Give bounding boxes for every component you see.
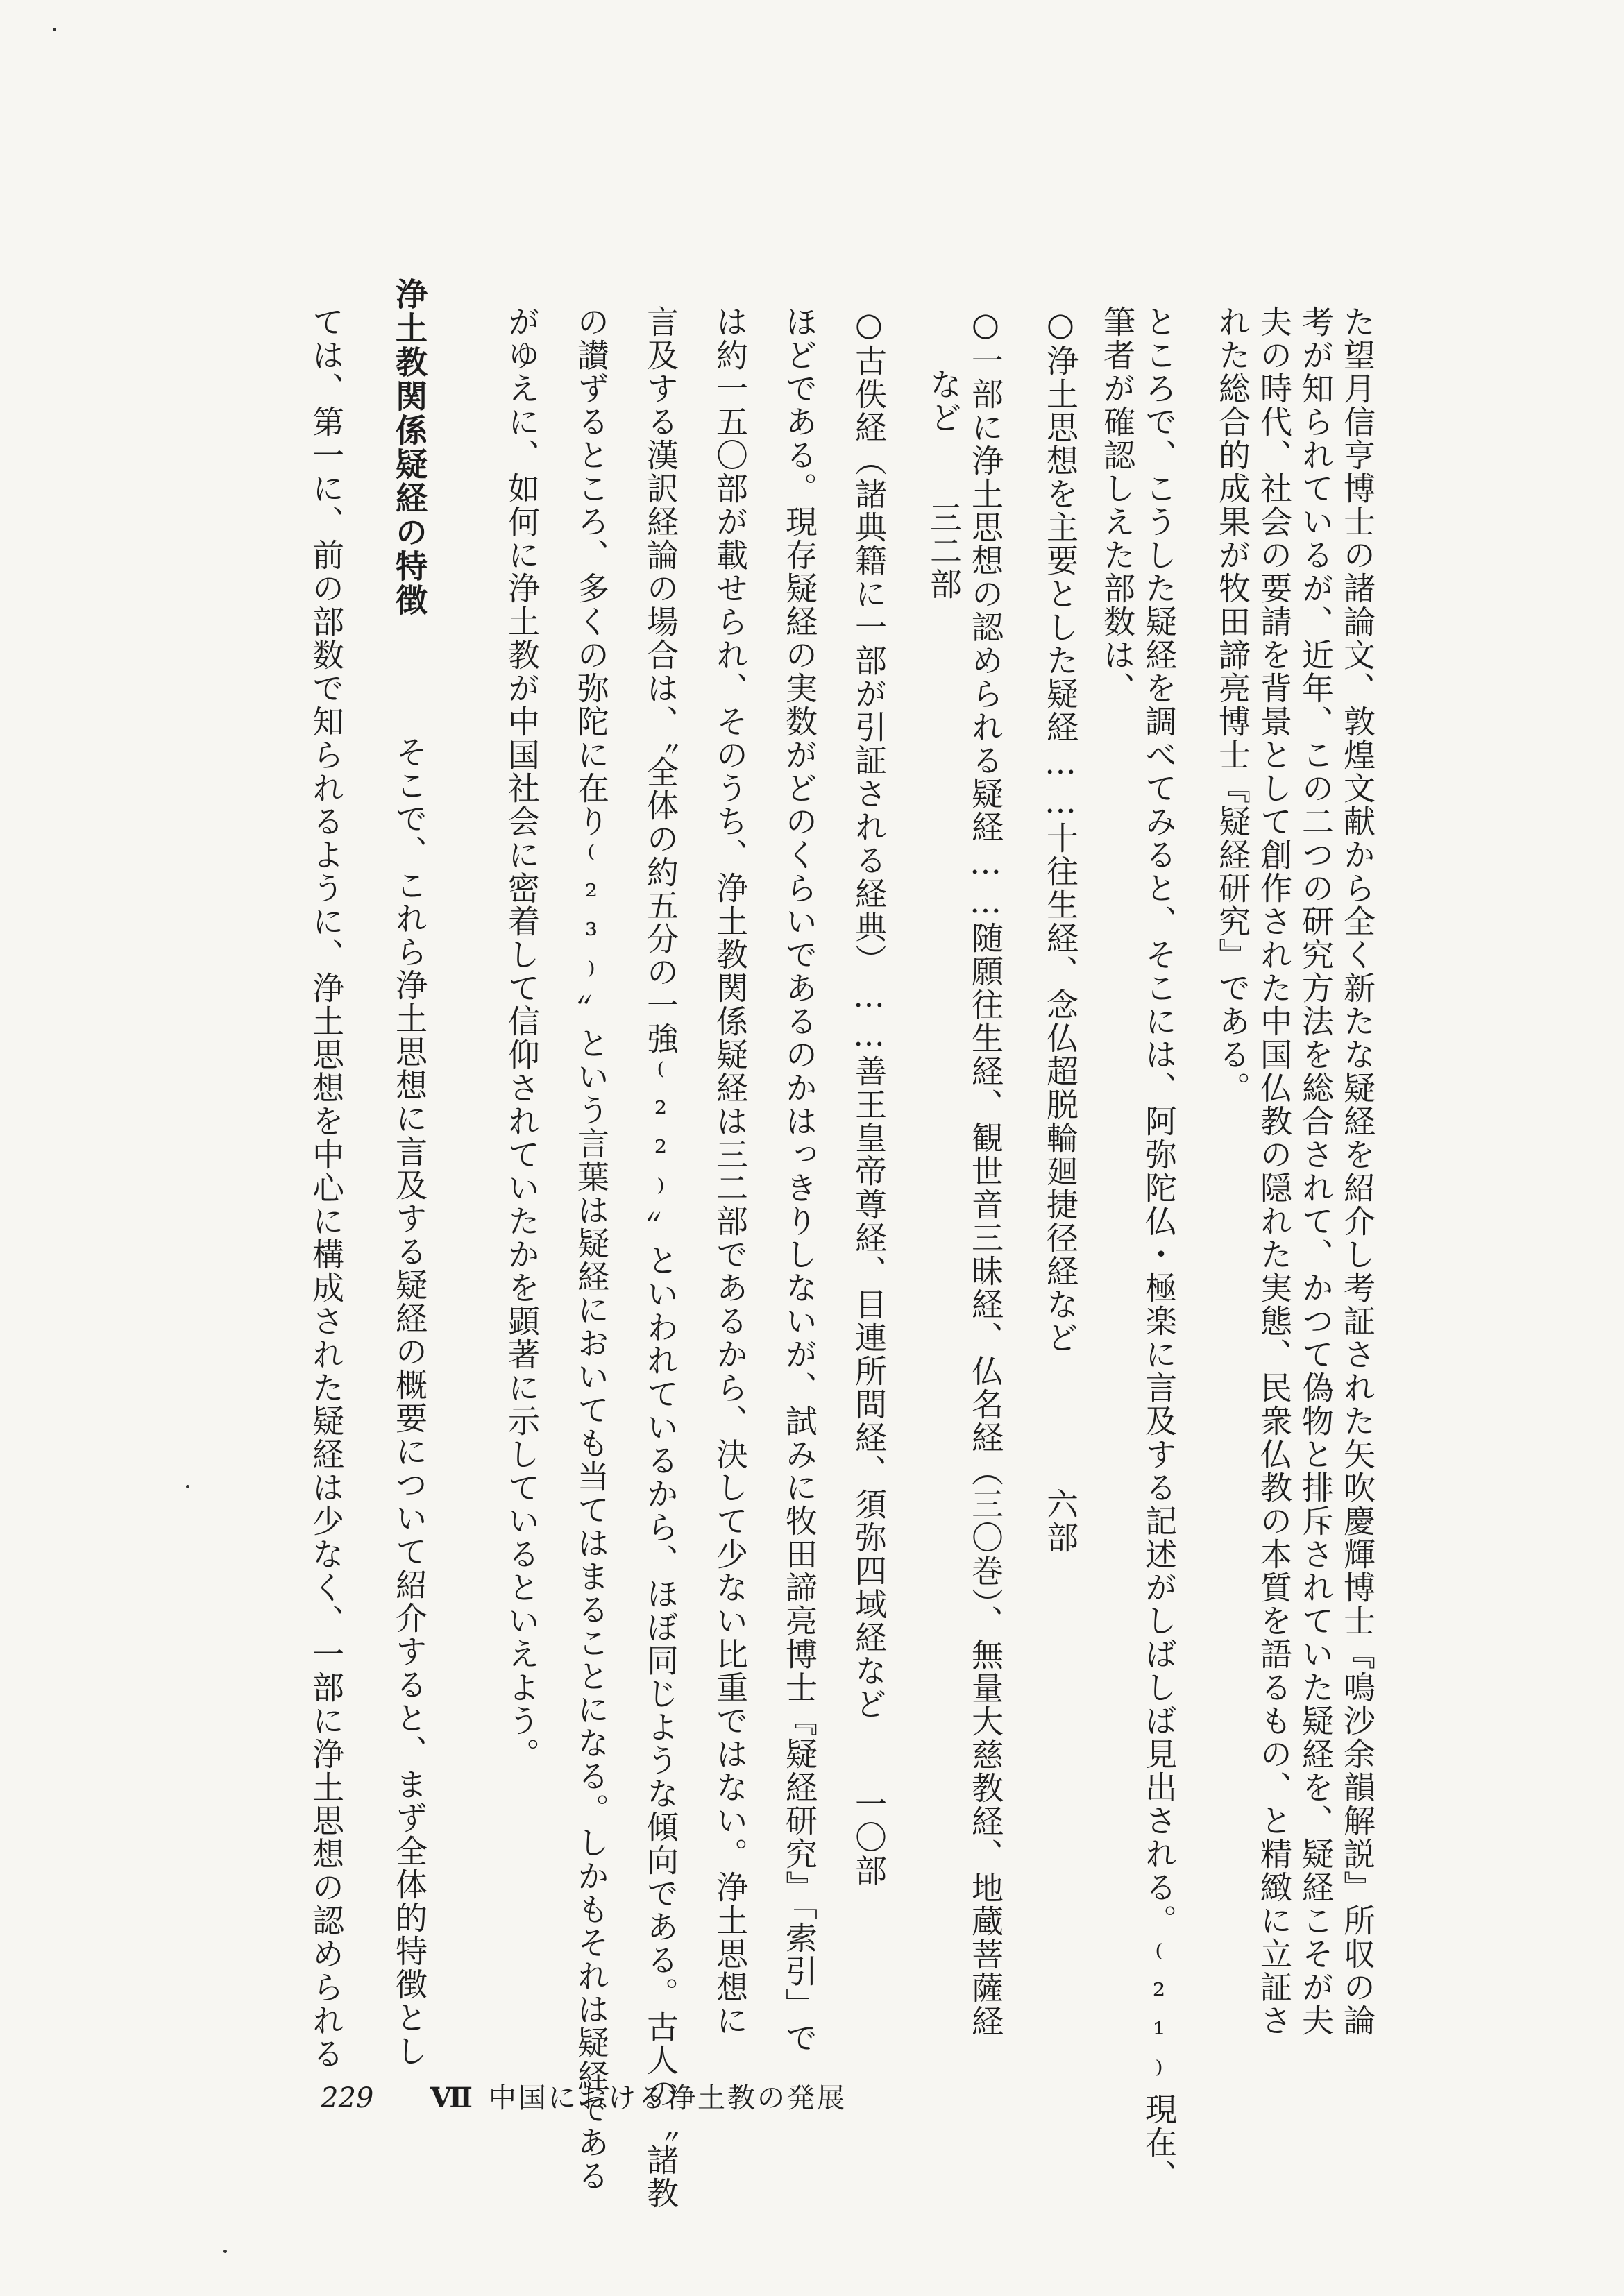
scan-speck <box>53 28 56 31</box>
scan-speck <box>186 1485 189 1488</box>
page-number: 229 <box>321 2082 374 2114</box>
text-column-9: 言及する漢訳経論の場合は、〝全体の約五分の一強⁽²²⁾〟といわれているから、ほぼ同じような傾向である。古人の〝諸教 <box>642 305 679 2210</box>
text-column-5: ところで、こうした疑経を調べてみると、そこには、阿弥陀仏・極楽に言及する記述がしばしば見出される。⁽²¹⁾現在、 <box>1140 305 1178 2193</box>
list-item-column-3: ○古佚経（諸典籍に一部が引証される経典）……善王皇帝尊経、目連所問経、須弥四域経など 一〇部 <box>850 305 888 1887</box>
text-column-10: の讃ずるところ、多くの弥陀に在り⁽²³⁾〟という言葉は疑経においても当てはまることになる。しかもそれは疑経である <box>573 305 610 2193</box>
text-column-3: 夫の時代、社会の要請を背景として創作された中国仏教の隠れた実態、民衆仏教の本質を語るもの、と精緻に立証さ <box>1255 305 1293 2037</box>
text-column-1: た望月信亨博士の諸論文、敦煌文献から全く新たな疑経を紹介し考証された矢吹慶輝博士『鳴沙余韻解説』所収の論 <box>1339 305 1376 2037</box>
section-heading: 浄土教関係疑経の特徴 <box>391 278 428 618</box>
text-column-12: そこで、これら浄土思想に言及する疑経の概要について紹介すると、まず全体的特徴とし <box>391 735 428 2068</box>
text-column-7: ほどである。現存疑経の実数がどのくらいであるのかはっきりしないが、試みに牧田諦亮博士『疑経研究』「索引」で <box>781 305 818 2055</box>
scan-speck <box>223 2250 227 2253</box>
chapter-number: Ⅶ <box>430 2082 473 2114</box>
text-column-6: 筆者が確認しえた部数は、 <box>1099 305 1136 705</box>
list-item-column-1: ○浄土思想を主要とした疑経……十往生経、念仏超脱輪廻捷径経など 六部 <box>1042 305 1079 1554</box>
text-column-11: がゆえに、如何に浄土教が中国社会に密着して信仰されていたかを顕著に示しているといえよう。 <box>503 305 541 1771</box>
text-column-8: は約一五〇部が載せられ、そのうち、浄土教関係疑経は三二部であるから、決して少ない比重ではない。浄土思想に <box>711 305 749 2037</box>
text-column-4: れた総合的成果が牧田諦亮博士『疑経研究』である。 <box>1214 305 1251 1105</box>
text-column-2: 考が知られているが、近年、この二つの研究方法を総合されて、かつて偽物と排斥されていた疑経を、疑経こそが夫 <box>1297 305 1335 2037</box>
page-footer <box>0 2077 1624 2126</box>
list-item-column-2-cont: など 三二部 <box>925 368 963 601</box>
text-column-13: ては、第一に、前の部数で知られるように、浄土思想を中心に構成された疑経は少なく、一部に浄土思想の認められる <box>307 305 345 2070</box>
running-title: 中国における浄土教の発展 <box>489 2082 847 2114</box>
list-item-column-2: ○一部に浄土思想の認められる疑経……随願往生経、観世音三昧経、仏名経（三〇巻）、無量大慈教経、地蔵菩薩経 <box>967 305 1004 2038</box>
